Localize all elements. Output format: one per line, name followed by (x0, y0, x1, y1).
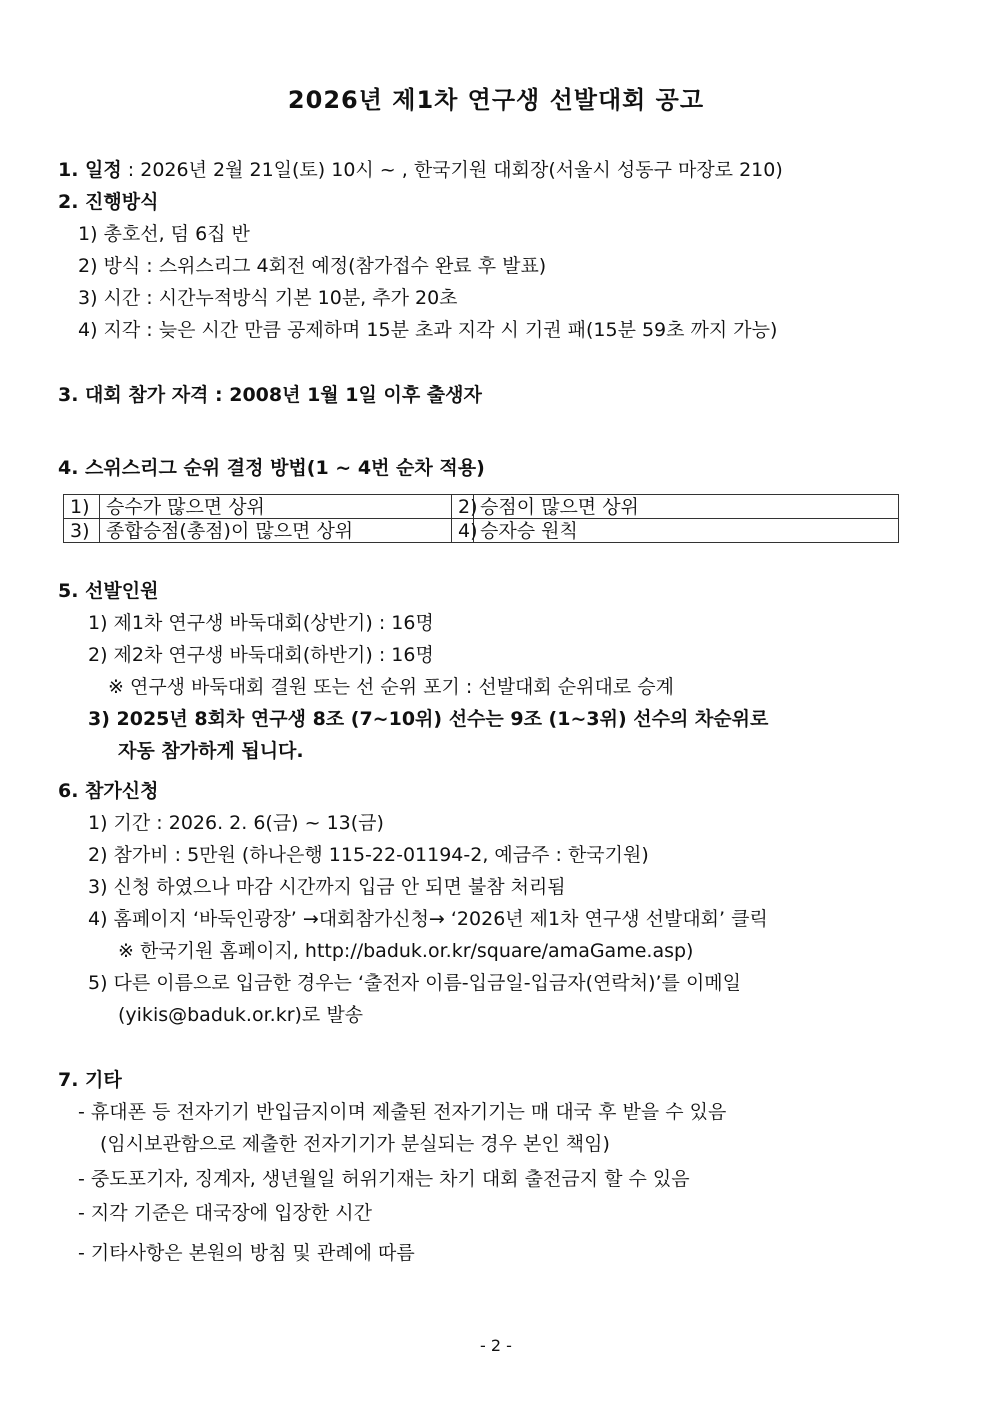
schedule-label: 1. 일정 (58, 159, 122, 181)
method-item: 3) 시간 : 시간누적방식 기본 10분, 추가 20초 (78, 287, 458, 309)
application-item-continued: (yikis@baduk.or.kr)로 발송 (118, 1004, 364, 1026)
table-row (64, 495, 899, 519)
other-item: - 휴대폰 등 전자기기 반입금지이며 제출된 전자기기는 매 대국 후 받을 수 있음 (78, 1101, 727, 1123)
application-item: 5) 다른 이름으로 입금한 경우는 ‘출전자 이름-입금일-입금자(연락처)’를 이메일 (88, 972, 742, 994)
other-item: - 기타사항은 본원의 방침 및 관례에 따름 (78, 1242, 415, 1264)
criteria-number: 3) (64, 519, 100, 543)
schedule-text: : 2026년 2월 21일(토) 10시 ~ , 한국기원 대회장(서울시 성동구 마장로 210) (121, 159, 783, 181)
selection-item: 1) 제1차 연구생 바둑대회(상반기) : 16명 (88, 612, 434, 634)
section-3-eligibility: 3. 대회 참가 자격 : 2008년 1월 1일 이후 출생자 (58, 384, 482, 406)
method-item: 1) 총호선, 덤 6집 반 (78, 223, 250, 245)
section-6-heading: 6. 참가신청 (58, 780, 159, 802)
other-item-continued: (임시보관함으로 제출한 전자기기가 분실되는 경우 본인 책임) (100, 1133, 610, 1155)
selection-item: 2) 제2차 연구생 바둑대회(하반기) : 16명 (88, 644, 434, 666)
application-item: 4) 홈페이지 ‘바둑인광장’ →대회참가신청→ ‘2026년 제1차 연구생 선발대회’ 클릭 (88, 908, 768, 930)
criteria-text: 종합승점(총점)이 많으면 상위 (100, 519, 452, 543)
selection-item: 3) 2025년 8회차 연구생 8조 (7~10위) 선수는 9조 (1~3위) 선수의 차순위로 (88, 708, 769, 730)
application-item: 2) 참가비 : 5만원 (하나은행 115-22-01194-2, 예금주 : 한국기원) (88, 844, 649, 866)
application-item: 1) 기간 : 2026. 2. 6(금) ~ 13(금) (88, 812, 384, 834)
section-2-heading: 2. 진행방식 (58, 191, 159, 213)
criteria-number: 1) (64, 495, 100, 519)
criteria-number: 4) (452, 519, 474, 543)
other-item: - 중도포기자, 징계자, 생년월일 허위기재는 차기 대회 출전금지 할 수 있음 (78, 1168, 690, 1190)
section-4-heading: 4. 스위스리그 순위 결정 방법(1 ~ 4번 순차 적용) (58, 457, 485, 479)
table-row (64, 519, 899, 543)
section-7-heading: 7. 기타 (58, 1069, 122, 1091)
section-1-schedule (58, 157, 783, 183)
criteria-text: 승점이 많으면 상위 (474, 495, 899, 519)
criteria-text: 승자승 원칙 (474, 519, 899, 543)
criteria-text: 승수가 많으면 상위 (100, 495, 452, 519)
ranking-criteria-table (63, 494, 899, 543)
selection-item-continued: 자동 참가하게 됩니다. (118, 740, 304, 762)
criteria-number: 2) (452, 495, 474, 519)
method-item: 2) 방식 : 스위스리그 4회전 예정(참가접수 완료 후 발표) (78, 255, 547, 277)
page-number: - 2 - (480, 1336, 512, 1355)
application-item: 3) 신청 하였으나 마감 시간까지 입금 안 되면 불참 처리됨 (88, 876, 566, 898)
method-item: 4) 지각 : 늦은 시간 만큼 공제하며 15분 초과 지각 시 기권 패(15분 59초 까지 가능) (78, 319, 778, 341)
selection-note: ※ 연구생 바둑대회 결원 또는 선 순위 포기 : 선발대회 순위대로 승계 (108, 676, 674, 698)
other-item: - 지각 기준은 대국장에 입장한 시간 (78, 1202, 373, 1224)
page-title: 2026년 제1차 연구생 선발대회 공고 (287, 86, 705, 114)
homepage-note: ※ 한국기원 홈페이지, http://baduk.or.kr/square/amaGame.asp) (118, 940, 694, 962)
section-5-heading: 5. 선발인원 (58, 580, 159, 602)
